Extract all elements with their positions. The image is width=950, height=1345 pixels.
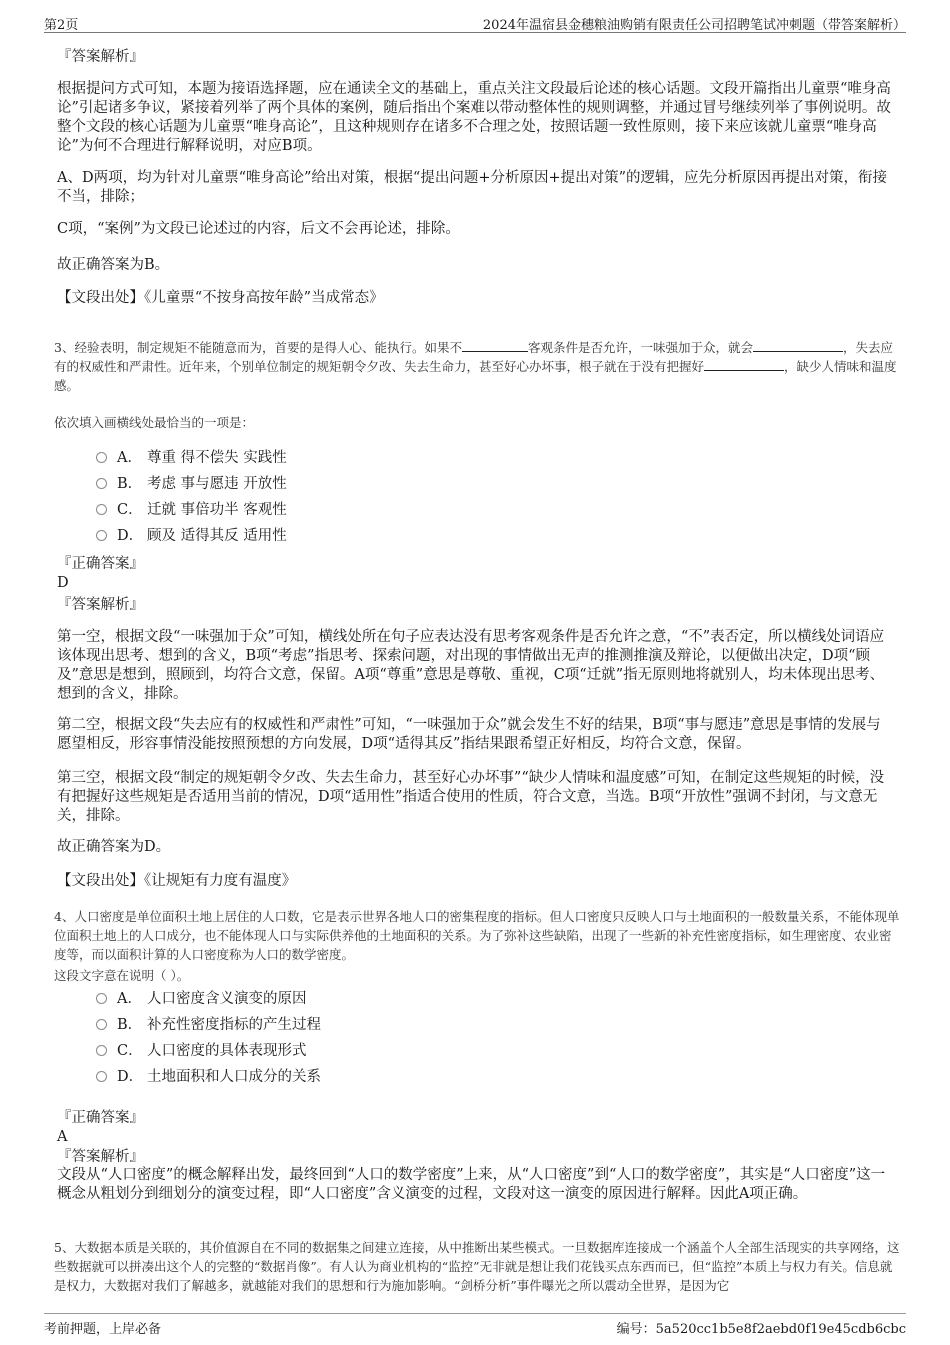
q3-analysis-p1: 第一空，根据文段“一味强加于众”可知，横线处所在句子应表达没有思考客观条件是否允许之意，“不”表否定，所以横线处词语应该体现出思考、想到的含义，B项“考虑”指思考、探索问题，对出现的事情做出无声的推测推演及辩论，以便做出决定，D项“顾及”意思是想到，照顾到，均符合文意，保留。A项“尊重”意思是尊敬、重视，C项“迁就”指无原则地将就别人，均未体现出思考、想到的含义，排除。 [57,629,885,702]
q3-option-b[interactable]: B． 考虑 事与愿违 开放性 [96,474,287,494]
radio-icon[interactable] [96,452,107,463]
q3-stem: 3、经验表明，制定规矩不能随意而为，首要的是得人心、能执行。如果不 客观条件是否允许，一味强加于众，就会 ，失去应有的权威性和严肃性。近年来，个别单位制定的规矩朝令夕改、失去生命力，甚至好心办坏事，根子就在于没有把握好 ，缺少人情味和温度感。 [54,340,897,393]
q3-analysis-p3: 第三空，根据文段“制定的规矩朝令夕改、失去生命力，甚至好心办坏事”“缺少人情味和温度感”可知，在制定这些规矩的时候，没有把握好这些规矩是否适用当前的情况，D项“适用性”指适合使用的性质，符合文意，当选。B项“开放性”强调不封闭，与文意无关，排除。 [57,770,885,824]
q4-option-d[interactable]: D． 土地面积和人口成分的关系 [96,1067,321,1087]
q3-blank-2[interactable] [753,339,843,352]
q3-blank-1[interactable] [462,339,528,352]
q3-prompt: 依次填入画横线处最恰当的一项是： [54,415,255,430]
footer-slogan: 考前押题，上岸必备 [44,1322,162,1337]
q2-analysis-label: 『答案解析』 [57,49,144,65]
q2-analysis-p4: 故正确答案为B。 [57,257,170,273]
radio-icon[interactable] [96,993,107,1004]
q3-option-c[interactable]: C． 迁就 事倍功半 客观性 [96,500,287,520]
q4-answer-label: 『正确答案』 [57,1110,144,1126]
q4-stem: 4、人口密度是单位面积土地上居住的人口数，它是表示世界各地人口的密集程度的指标。但人口密度只反映人口与土地面积的一般数量关系，不能体现单位面积土地上的人口成分，也不能体现人口与实际供养他的土地面积的关系。为了弥补这些缺陷，出现了一些新的补充性密度指标，如生理密度、农业密度等，而以面积计算的人口密度称为人口的数学密度。 [54,909,900,962]
q2-analysis-p3: C项，“案例”为文段已论述过的内容，后文不会再论述，排除。 [57,221,460,237]
radio-icon[interactable] [96,1019,107,1030]
q4-option-c[interactable]: C． 人口密度的具体表现形式 [96,1041,307,1061]
q3-blank-3[interactable] [704,358,784,371]
q3-answer: D [57,575,69,591]
q3-analysis-p2: 第二空，根据文段“失去应有的权威性和严肃性”可知，“一味强加于众”就会发生不好的结果，B项“事与愿违”意思是事情的发展与愿望相反，形容事情没能按照预想的方向发展，D项“适得其反”指结果跟希望正好相反，均符合文意，保留。 [57,717,881,752]
q4-option-b[interactable]: B． 补充性密度指标的产生过程 [96,1015,321,1035]
q4-analysis: 文段从“人口密度”的概念解释出发，最终回到“人口的数学密度”上来，从“人口密度”到“人口的数学密度”，其实是“人口密度”这一概念从粗划分到细划分的演变过程，即“人口密度”含义演变的过程，文段对这一演变的原因进行解释。因此A项正确。 [57,1167,886,1202]
q3-analysis-p4: 故正确答案为D。 [57,839,171,855]
q2-analysis-p1: 根据提问方式可知，本题为接语选择题，应在通读全文的基础上，重点关注文段最后论述的核心话题。文段开篇指出儿童票“唯身高论”引起诸多争议，紧接着列举了两个具体的案例，随后指出个案难以带动整体性的规则调整，并通过冒号继续列举了事例说明。故整个文段的核心话题为儿童票“唯身高论”，且这种规则存在诸多不合理之处，按照话题一致性原则，接下来应该就儿童票“唯身高论”为何不合理进行解释说明，对应B项。 [57,81,891,154]
q5-stem: 5、大数据本质是关联的，其价值源自在不同的数据集之间建立连接，从中推断出某些模式。一旦数据库连接成一个涵盖个人全部生活现实的共享网络，这些数据就可以拼凑出这个人的完整的“数据肖像”。有人认为商业机构的“监控”无非就是想让我们花钱买点东西而已，但“监控”本质上与权力有关。信息就是权力，大数据对我们了解越多，就越能对我们的思想和行为施加影响。“剑桥分析”事件曝光之所以震动全世界，是因为它 [54,1240,900,1293]
page-header [44,12,906,33]
q3-source: 【文段出处】《让规矩有力度有温度》 [57,873,297,889]
q3-option-d[interactable]: D． 顾及 适得其反 适用性 [96,526,287,546]
q2-source: 【文段出处】《儿童票“不按身高按年龄”当成常态》 [57,290,384,306]
radio-icon[interactable] [96,530,107,541]
footer-serial: 编号：5a520cc1b5e8f2aebd0f19e45cdb6cbc [616,1322,906,1337]
q4-analysis-label: 『答案解析』 [57,1149,144,1165]
q4-prompt: 这段文字意在说明（ ）。 [54,968,190,983]
q3-answer-label: 『正确答案』 [57,556,144,572]
q4-option-a[interactable]: A． 人口密度含义演变的原因 [96,989,307,1009]
page-number: 第2页 [44,18,79,33]
q2-analysis-p2: A、D两项，均为针对儿童票“唯身高论”给出对策，根据“提出问题+分析原因+提出对策”的逻辑，应先分析原因再提出对策，衔接不当，排除； [57,170,888,205]
radio-icon[interactable] [96,504,107,515]
q3-analysis-label: 『答案解析』 [57,597,144,613]
page-footer [44,1313,906,1336]
q4-answer: A [57,1129,68,1145]
q3-option-a[interactable]: A． 尊重 得不偿失 实践性 [96,448,287,468]
document-title: 2024年温宿县金穗粮油购销有限责任公司招聘笔试冲刺题（带答案解析） [482,18,906,33]
radio-icon[interactable] [96,1045,107,1056]
radio-icon[interactable] [96,478,107,489]
radio-icon[interactable] [96,1071,107,1082]
